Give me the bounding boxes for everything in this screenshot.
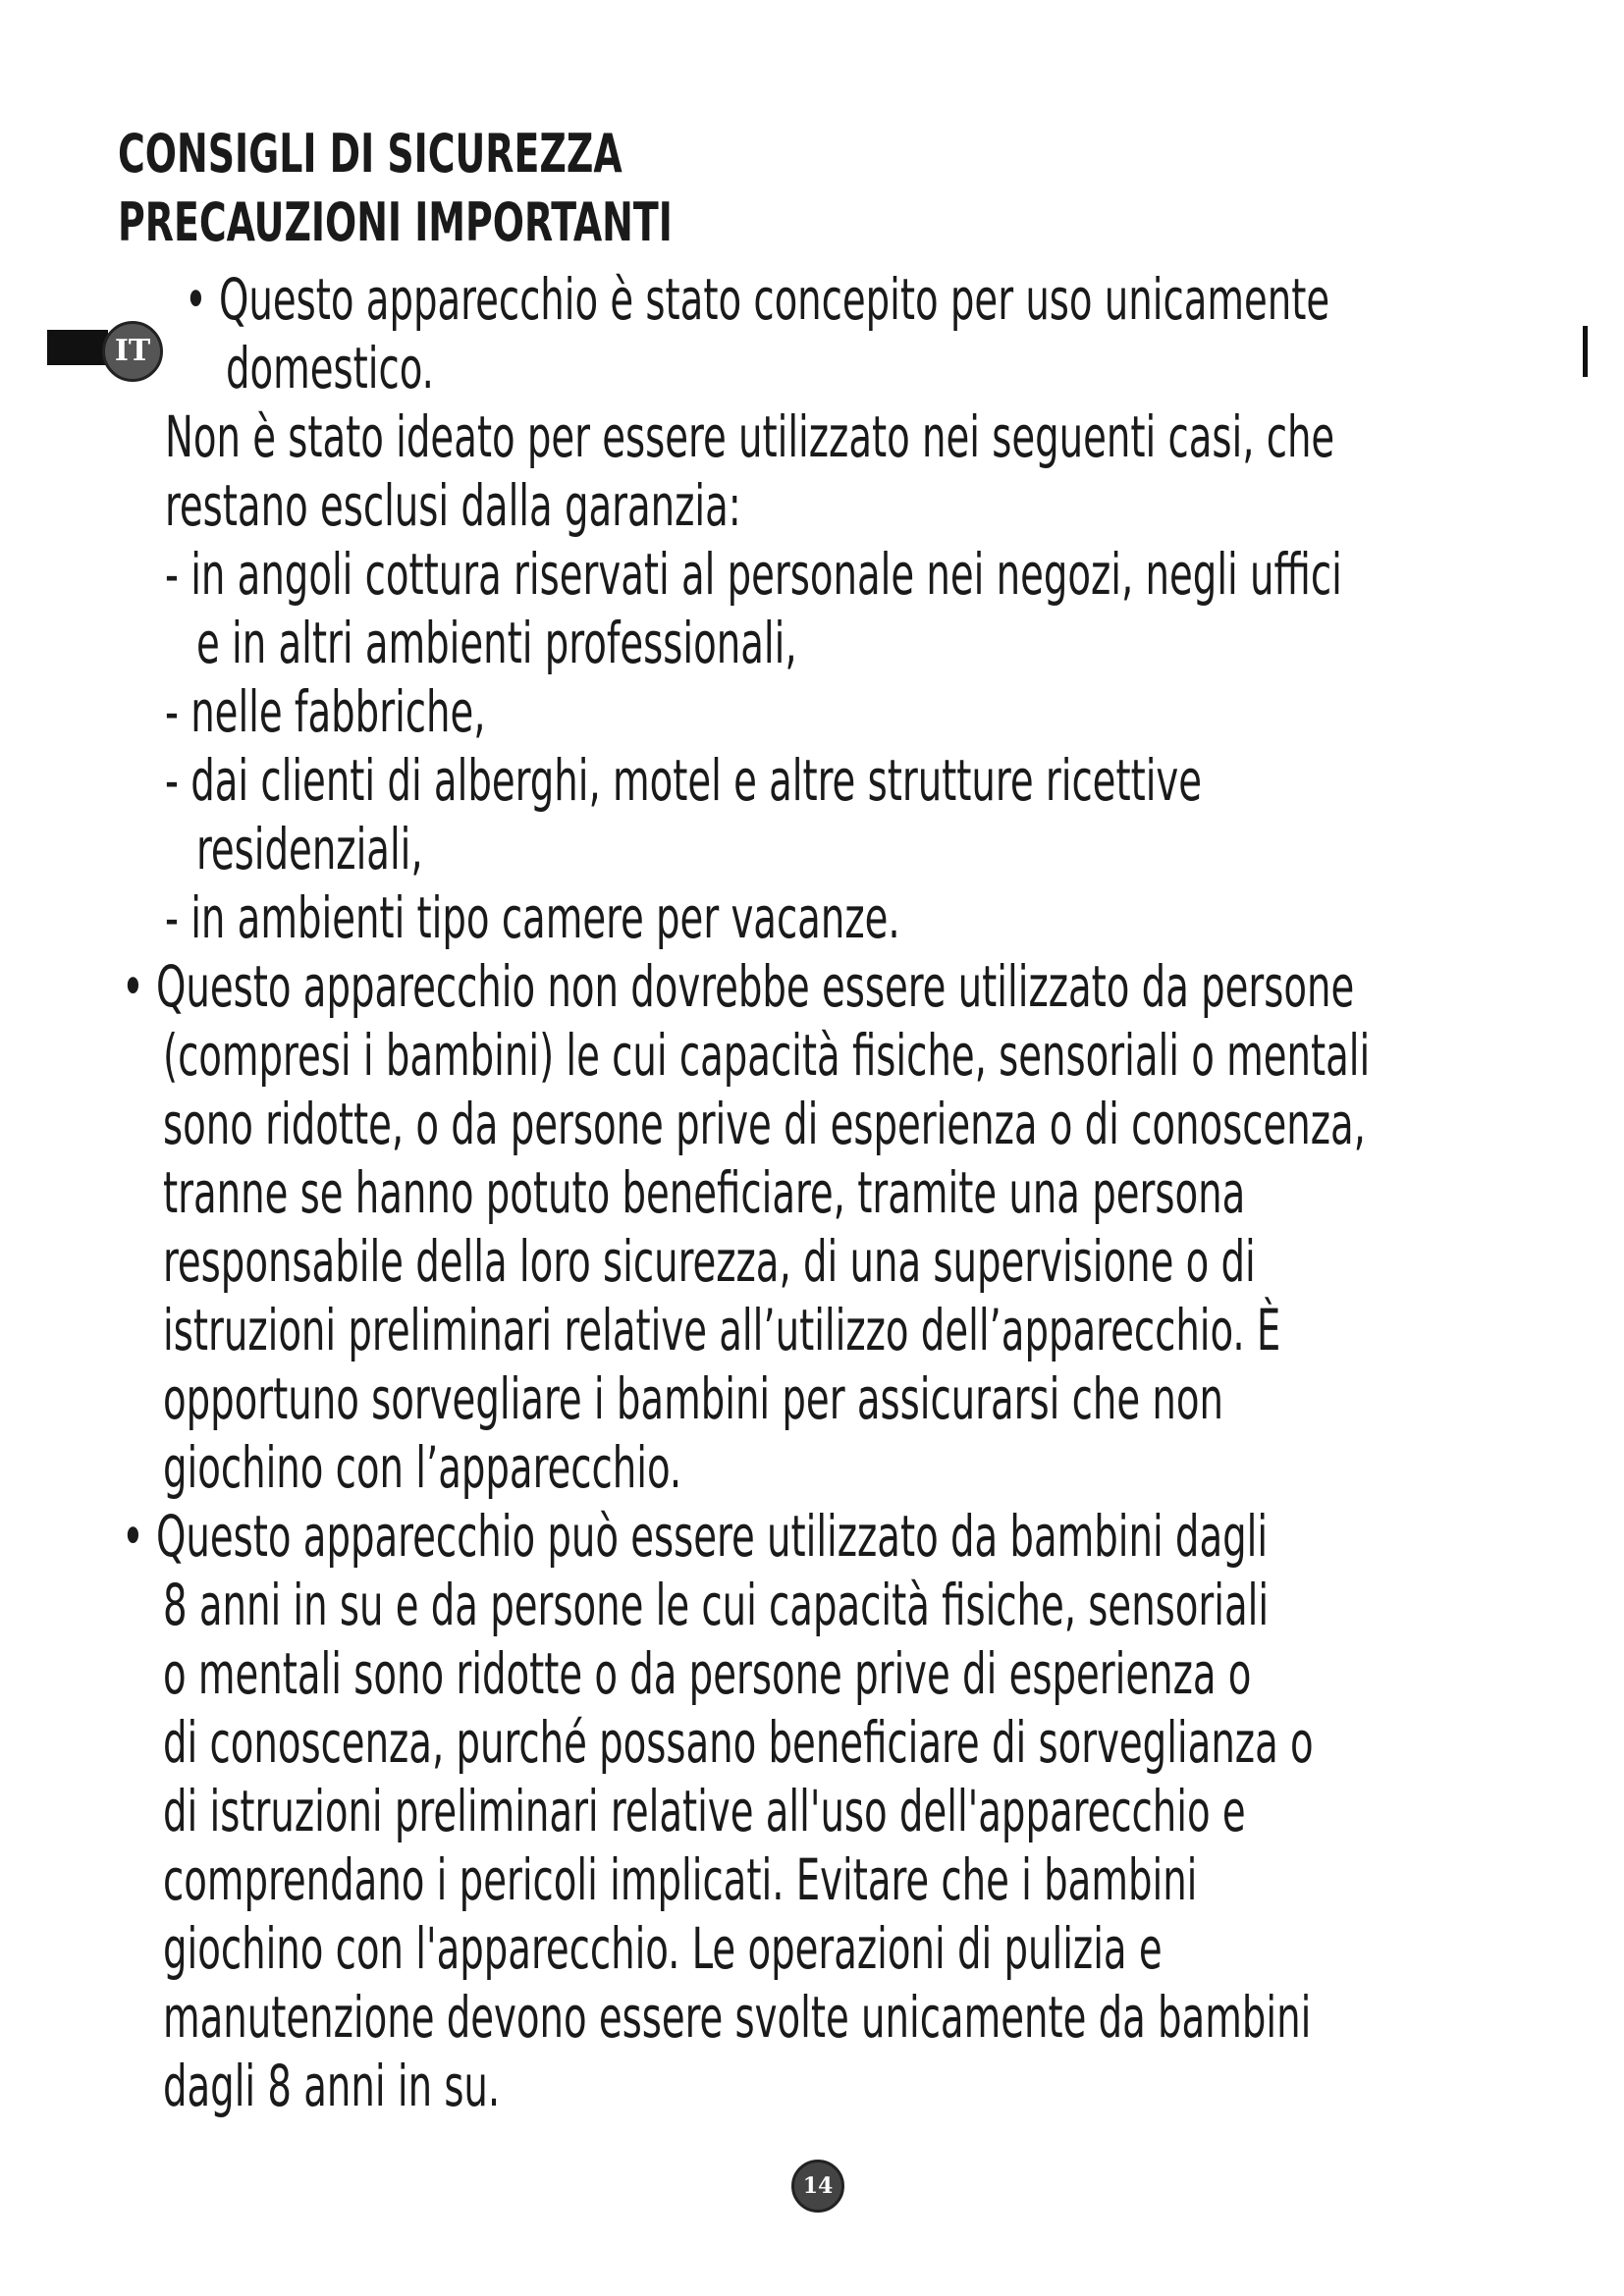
text-line: residenziali, <box>196 816 423 882</box>
text-line: manutenzione devono essere svolte unicamente da bambini <box>163 1984 1312 2051</box>
text-line: dagli 8 anni in su. <box>163 2053 501 2119</box>
text-line: • Questo apparecchio può essere utilizzato da bambini dagli <box>122 1503 1269 1570</box>
text-line: - dai clienti di alberghi, motel e altre strutture ricettive <box>165 747 1203 814</box>
text-line: - nelle fabbriche, <box>165 678 486 745</box>
text-line: - in angoli cottura riservati al personale nei negozi, negli uffici <box>165 541 1342 608</box>
text-line: giochino con l’apparecchio. <box>163 1434 682 1501</box>
language-badge-icon: IT <box>102 321 163 382</box>
text-line: responsabile della loro sicurezza, di una supervisione o di <box>163 1228 1256 1295</box>
text-line: - in ambienti tipo camere per vacanze. <box>165 884 900 951</box>
text-line: 8 anni in su e da persone le cui capacità fisiche, sensoriali <box>163 1572 1270 1638</box>
text-line: e in altri ambienti professionali, <box>196 610 797 676</box>
text-line: sono ridotte, o da persone prive di esperienza o di conoscenza, <box>163 1091 1366 1157</box>
text-line: di conoscenza, purché possano beneficiare di sorveglianza o <box>163 1709 1314 1776</box>
language-tab-bar <box>47 330 108 365</box>
text-line: • Questo apparecchio è stato concepito per uso unicamente <box>185 266 1330 333</box>
text-line: restano esclusi dalla garanzia: <box>165 472 741 539</box>
text-line: istruzioni preliminari relative all’utilizzo dell’apparecchio. È <box>163 1297 1281 1363</box>
text-line: Non è stato ideato per essere utilizzato nei seguenti casi, che <box>165 403 1335 470</box>
margin-mark <box>1583 326 1588 377</box>
text-line: opportuno sorvegliare i bambini per assicurarsi che non <box>163 1365 1223 1432</box>
text-line: giochino con l'apparecchio. Le operazioni di pulizia e <box>163 1915 1163 1982</box>
text-line: • Questo apparecchio non dovrebbe essere utilizzato da persone <box>122 953 1355 1020</box>
text-line: domestico. <box>226 335 434 401</box>
text-line: tranne se hanno potuto beneficiare, tramite una persona <box>163 1159 1246 1226</box>
text-line: o mentali sono ridotte o da persone prive di esperienza o <box>163 1640 1252 1707</box>
page-number-badge: 14 <box>791 2160 844 2213</box>
text-line: (compresi i bambini) le cui capacità fisiche, sensoriali o mentali <box>163 1022 1371 1089</box>
section-subtitle: PRECAUZIONI IMPORTANTI <box>118 191 673 253</box>
text-line: di istruzioni preliminari relative all'uso dell'apparecchio e <box>163 1778 1246 1844</box>
section-title: CONSIGLI DI SICUREZZA <box>118 123 623 185</box>
text-line: comprendano i pericoli implicati. Evitare che i bambini <box>163 1846 1198 1913</box>
